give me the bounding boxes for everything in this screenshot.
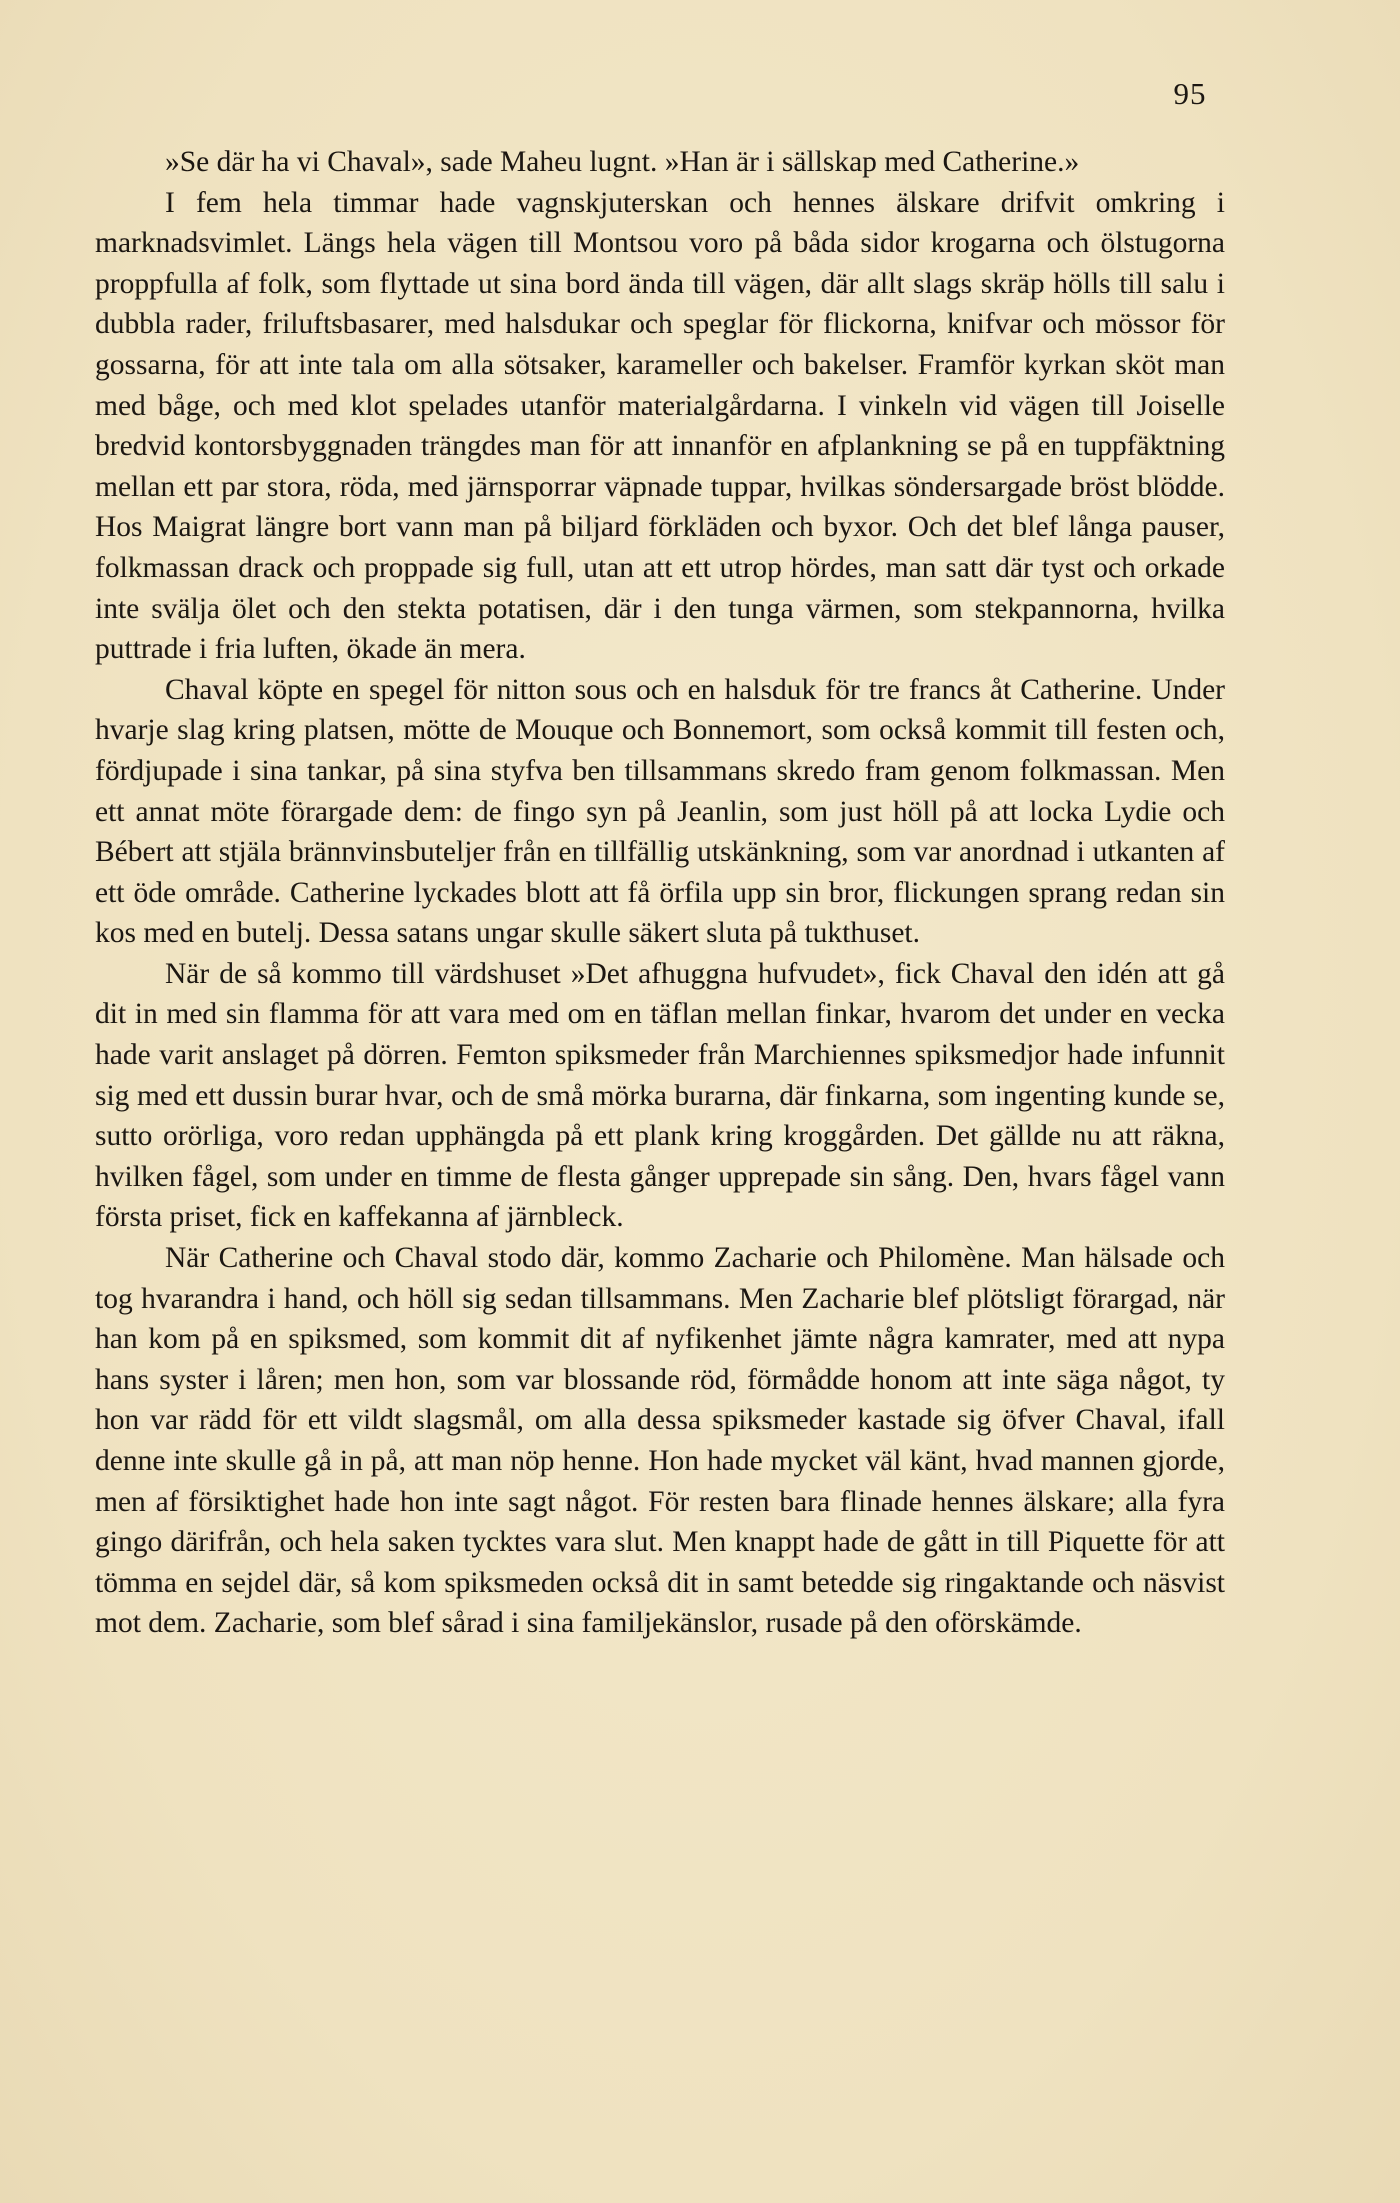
paragraph-1: »Se där ha vi Chaval», sade Maheu lugnt. »Han är i sällskap med Catherine.» (165, 146, 1080, 178)
paragraph-3: Chaval köpte en spegel för nitton sous och en halsduk för tre francs åt Catherine. Under hvarje slag kring platsen, mötte de Mouque och Bonnemort, som också kommit till festen och, fördjupade i sina tankar, på sina styfva ben tillsammans skredo fram genom folkmassan. Men ett annat möte förargade dem: de fingo syn på Jeanlin, som just höll på att locka Lydie och Bébert att stjäla brännvinsbuteljer från en tillfällig utskänkning, som var anordnad i utkanten af ett öde område. Catherine lyckades blott att få örfila upp sin bror, flickungen sprang redan sin kos med en butelj. Dessa satans ungar skulle säkert sluta på tukthuset. (95, 673, 1225, 950)
body-text (95, 142, 1225, 1644)
page-number: 95 (1173, 76, 1207, 111)
paragraph-2: I fem hela timmar hade vagnskjuterskan och hennes älskare drifvit omkring i marknadsvimlet. Längs hela vägen till Montsou voro på båda sidor krogarna och ölstugorna proppfulla af folk, som flyttade ut sina bord ända till vägen, där allt slags skräp hölls till salu i dubbla rader, friluftsbasarer, med halsdukar och speglar för flickorna, knifvar och mössor för gossarna, för att inte tala om alla sötsaker, karameller och bakelser. Framför kyrkan sköt man med båge, och med klot spelades utanför materialgårdarna. I vinkeln vid vägen till Joiselle bredvid kontorsbyggnaden trängdes man för att innanför en afplankning se på en tuppfäktning mellan ett par stora, röda, med järnsporrar väpnade tuppar, hvilkas söndersargade bröst blödde. Hos Maigrat längre bort vann man på biljard förkläden och byxor. Och det blef långa pauser, folkmassan drack och proppade sig full, utan att ett utrop hördes, man satt där tyst och orkade inte svälja ölet och den stekta potatisen, där i den tunga värmen, som stekpannorna, hvilka puttrade i fria luften, ökade än mera. (95, 186, 1225, 666)
paragraph-5: När Catherine och Chaval stodo där, kommo Zacharie och Philomène. Man hälsade och tog hvarandra i hand, och höll sig sedan tillsammans. Men Zacharie blef plötsligt förargad, när han kom på en spiksmed, som kommit dit af nyfikenhet jämte några kamrater, med att nypa hans syster i låren; men hon, som var blossande röd, förmådde honom att inte säga något, ty hon var rädd för ett vildt slagsmål, om alla dessa spiksmeder kastade sig öfver Chaval, ifall denne inte skulle gå in på, att man nöp henne. Hon hade mycket väl känt, hvad mannen gjorde, men af försiktighet hade hon inte sagt något. För resten bara flinade hennes älskare; alla fyra gingo därifrån, och hela saken tycktes vara slut. Men knappt hade de gått in till Piquette för att tömma en sejdel där, så kom spiksmeden också dit in samt betedde sig ringaktande och näsvist mot dem. Zacharie, som blef sårad i sina familjekänslor, rusade på den oförskämde. (95, 1242, 1225, 1640)
paragraph-4: När de så kommo till värdshuset »Det afhuggna hufvudet», fick Chaval den idén att gå dit in med sin flamma för att vara med om en täflan mellan finkar, hvarom det under en vecka hade varit anslaget på dörren. Femton spiksmeder från Marchiennes spiksmedjor hade infunnit sig med ett dussin burar hvar, och de små mörka burarna, där finkarna, som ingenting kunde se, sutto orörliga, voro redan upphängda på ett plank kring kroggården. Det gällde nu att räkna, hvilken fågel, som under en timme de flesta gånger upprepade sin sång. Den, hvars fågel vann första priset, fick en kaffekanna af järnbleck. (95, 957, 1225, 1234)
